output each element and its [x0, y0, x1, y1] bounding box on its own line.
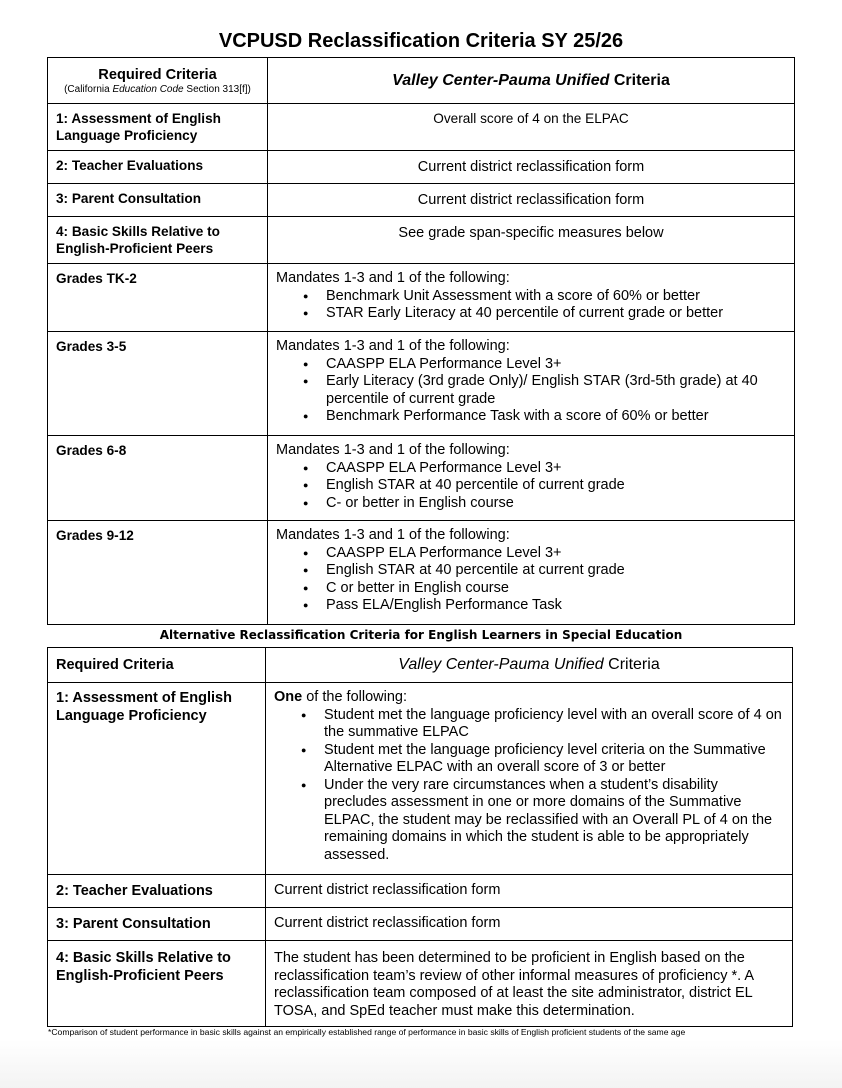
criterion-label: 4: Basic Skills Relative to English-Proficient Peers	[48, 217, 268, 264]
list-item: ● Student met the language proficiency level criteria on the Summative Alternative ELPAC with an overall score of 3 or better	[324, 742, 784, 777]
list-item: ● STAR Early Literacy at 40 percentile of current grade or better	[326, 305, 786, 323]
grade-criteria: Mandates 1-3 and 1 of the following: ● CAASPP ELA Performance Level 3+ ● Early Literacy (3rd grade Only)/ English STAR (3rd-5th grade) at 40 percentile of current grade ● Benchmark Performance Task with a score of 60% or better	[268, 332, 795, 436]
criterion-label: 3: Parent Consultation	[48, 184, 268, 217]
criterion-value: The student has been determined to be proficient in English based on the reclassification team’s review of other informal measures of proficiency *. A reclassification team composed of at least the site administrator, district EL TOSA, and SpEd teacher must make this determination.	[266, 941, 793, 1027]
list-item: ● Under the very rare circumstances when a student’s disability precludes assessment in one or more domains of the Summative ELPAC, the student may be reclassified with an Overall PL of 4 on the remaining domains in which the student is able to be appropriately assessed.	[324, 777, 784, 865]
list-item: ● Pass ELA/English Performance Task	[326, 597, 786, 615]
list-item: ● English STAR at 40 percentile at current grade	[326, 562, 786, 580]
list-item: ● Benchmark Performance Task with a score of 60% or better	[326, 408, 786, 426]
criteria-table	[47, 57, 795, 625]
grade-row-tk-2	[48, 264, 795, 332]
alternative-criteria-subtitle: Alternative Reclassification Criteria for English Learners in Special Education	[159, 628, 683, 642]
table-row	[48, 184, 795, 217]
grade-label: Grades 6-8	[48, 436, 268, 521]
table-row	[48, 217, 795, 264]
grade-label: Grades TK-2	[48, 264, 268, 332]
grade-row-6-8	[48, 436, 795, 521]
table-row	[48, 151, 795, 184]
list-item: ● CAASPP ELA Performance Level 3+	[326, 545, 786, 563]
grade-label: Grades 3-5	[48, 332, 268, 436]
criterion-value: Current district reclassification form	[268, 151, 795, 184]
list-item: ● C or better in English course	[326, 580, 786, 598]
table-row	[48, 683, 793, 875]
list-item: ● C- or better in English course	[326, 495, 786, 513]
criterion-value: See grade span-specific measures below	[268, 217, 795, 264]
criterion-value: Current district reclassification form	[266, 908, 793, 941]
criterion-value: Overall score of 4 on the ELPAC	[268, 104, 795, 151]
grade-criteria: Mandates 1-3 and 1 of the following: ● CAASPP ELA Performance Level 3+ ● English STAR at 40 percentile at current grade ● C or better in English course ● Pass ELA/English Performance Task	[268, 521, 795, 625]
criterion-label: 2: Teacher Evaluations	[48, 875, 266, 908]
alternative-criteria-table	[47, 647, 793, 1027]
grade-criteria: Mandates 1-3 and 1 of the following: ● CAASPP ELA Performance Level 3+ ● English STAR at 40 percentile of current grade ● C- or better in English course	[268, 436, 795, 521]
criterion-value: One of the following: ● Student met the language proficiency level with an overall score of 4 on the summative ELPAC ● Student met the language proficiency level criteria on the Summative Alternative ELPAC with an overall score of 3 or better ● Under the very rare circumstances when a student’s disability precludes assessment in one or more domains of the Summative ELPAC, the student may be reclassified with an Overall PL of 4 on the remaining domains in which the student is able to be appropriately assessed.	[266, 683, 793, 875]
table-row	[48, 908, 793, 941]
table-row	[48, 941, 793, 1027]
table-row	[48, 875, 793, 908]
list-item: ● Benchmark Unit Assessment with a score of 60% or better	[326, 288, 786, 306]
grade-label: Grades 9-12	[48, 521, 268, 625]
grade-row-9-12	[48, 521, 795, 625]
footnote: *Comparison of student performance in basic skills against an empirically established range of performance in basic skills of English proficient students of the same age	[48, 1027, 686, 1037]
criterion-value: Current district reclassification form	[268, 184, 795, 217]
criteria-list	[276, 460, 786, 513]
list-item: ● CAASPP ELA Performance Level 3+	[326, 356, 786, 374]
education-code-reference: (California Education Code Section 313[f])	[64, 84, 251, 95]
criterion-label: 3: Parent Consultation	[48, 908, 266, 941]
required-criteria-header: Required Criteria (California Education Code Section 313[f])	[48, 58, 268, 104]
table-header-row	[48, 648, 793, 683]
table-row	[48, 104, 795, 151]
criteria-list	[274, 707, 784, 865]
list-item: ● Early Literacy (3rd grade Only)/ English STAR (3rd-5th grade) at 40 percentile of current grade	[326, 373, 786, 408]
criteria-list	[276, 545, 786, 615]
list-item: ● Student met the language proficiency level with an overall score of 4 on the summative ELPAC	[324, 707, 784, 742]
criterion-label: 4: Basic Skills Relative to English-Proficient Peers	[48, 941, 266, 1027]
criterion-label: 1: Assessment of English Language Proficiency	[48, 104, 268, 151]
grade-criteria: Mandates 1-3 and 1 of the following: ● Benchmark Unit Assessment with a score of 60% or better ● STAR Early Literacy at 40 percentile of current grade or better	[268, 264, 795, 332]
district-criteria-header: Valley Center-Pauma Unified Criteria	[268, 58, 795, 104]
required-criteria-header: Required Criteria	[48, 648, 266, 683]
district-criteria-header: Valley Center-Pauma Unified Criteria	[266, 648, 793, 683]
criterion-label: 2: Teacher Evaluations	[48, 151, 268, 184]
criteria-list	[276, 356, 786, 426]
table-header-row	[48, 58, 795, 104]
document-title: VCPUSD Reclassification Criteria SY 25/26	[218, 30, 624, 52]
criterion-label: 1: Assessment of English Language Proficiency	[48, 683, 266, 875]
criteria-list	[276, 288, 786, 323]
list-item: ● English STAR at 40 percentile of current grade	[326, 477, 786, 495]
criterion-value: Current district reclassification form	[266, 875, 793, 908]
grade-row-3-5	[48, 332, 795, 436]
list-item: ● CAASPP ELA Performance Level 3+	[326, 460, 786, 478]
